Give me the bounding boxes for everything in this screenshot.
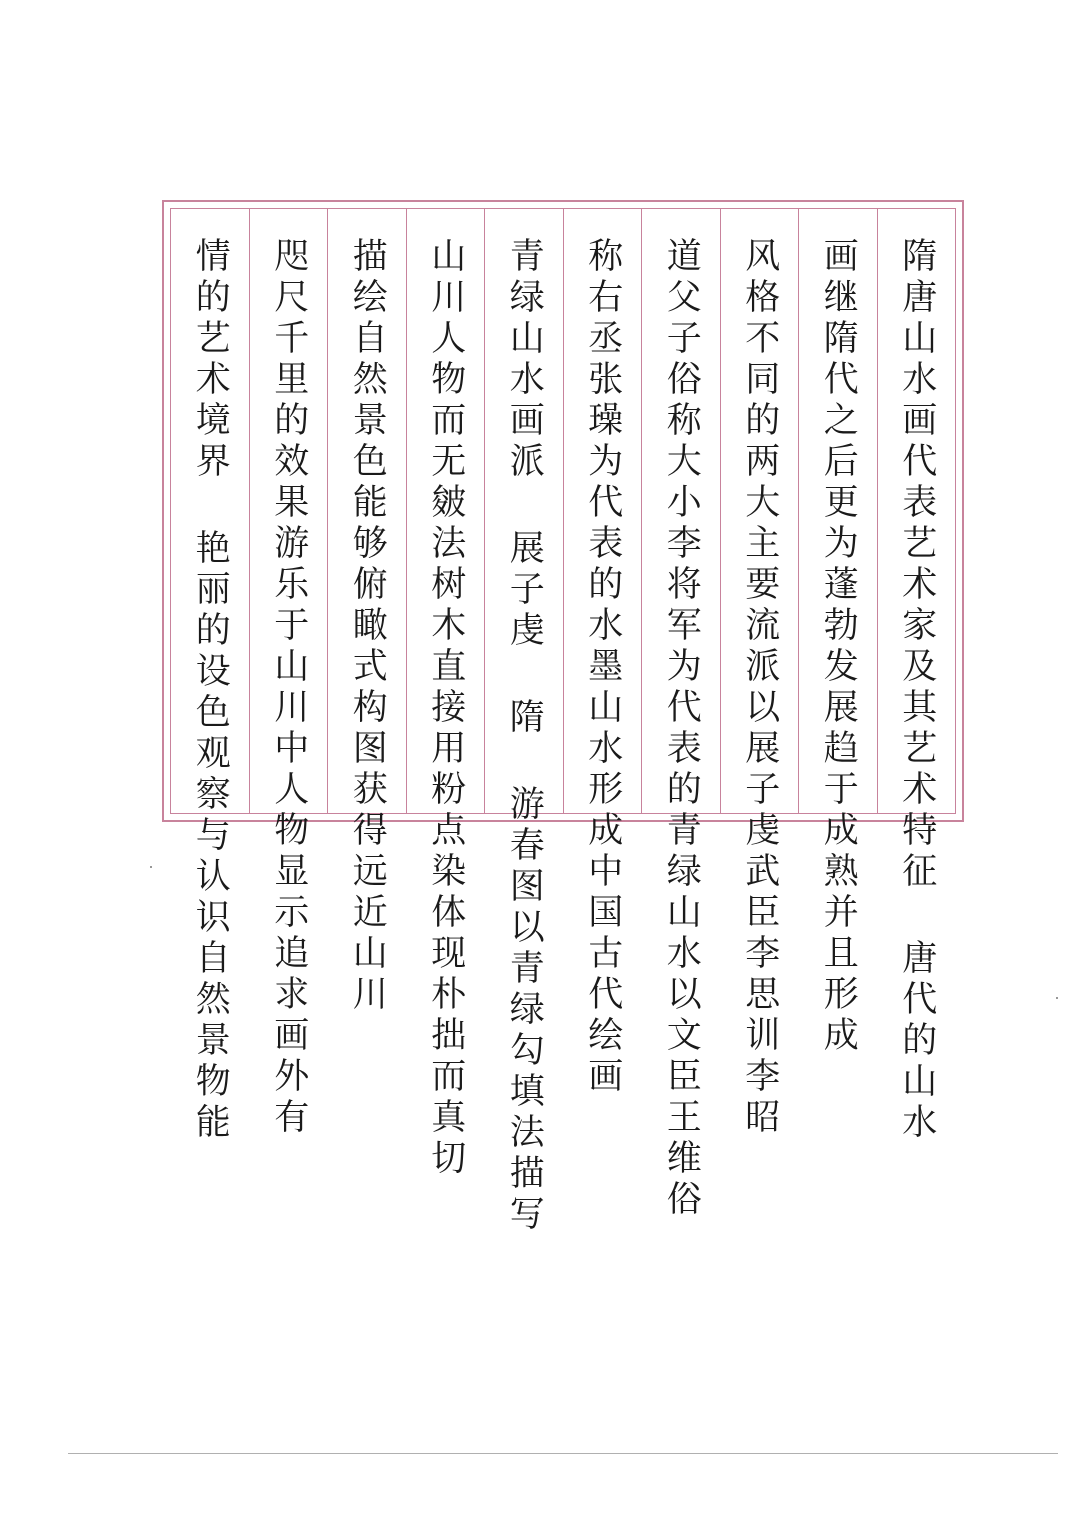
column-text: 风格不同的两大主要流派以展子虔武臣李思训李昭 [739,237,780,1139]
text-column [877,209,956,1144]
paper-speck [150,866,152,868]
column-text: 情的艺术境界 艳丽的设色观察与认识自然景物能 [190,237,231,1144]
manuscript-grid [170,208,956,1236]
text-column [484,209,563,1236]
text-column [563,209,642,1098]
paper-speck [1056,997,1058,999]
manuscript-frame [162,200,964,1236]
column-text: 画继隋代之后更为蓬勃发展趋于成熟并且形成 [818,237,859,1057]
text-column [720,209,799,1139]
column-text: 青绿山水画派 展子虔 隋 游春图以青绿勾填法描写 [504,237,545,1236]
column-text: 道父子俗称大小李将军为代表的青绿山水以文臣王维俗 [661,237,702,1221]
text-column [327,209,406,1016]
text-column [798,209,877,1057]
column-text: 咫尺千里的效果游乐于山川中人物显示追求画外有 [268,237,309,1139]
text-column [406,209,485,1180]
text-column [171,209,249,1144]
text-column [641,209,720,1221]
text-column [249,209,328,1139]
column-text: 隋唐山水画代表艺术家及其艺术特征 唐代的山水 [896,237,937,1144]
column-text: 称右丞张璪为代表的水墨山水形成中国古代绘画 [582,237,623,1098]
scan-edge-line [68,1453,1058,1454]
column-text: 山川人物而无皴法树木直接用粉点染体现朴拙而真切 [425,237,466,1180]
column-text: 描绘自然景色能够俯瞰式构图获得远近山川 [347,237,388,1016]
